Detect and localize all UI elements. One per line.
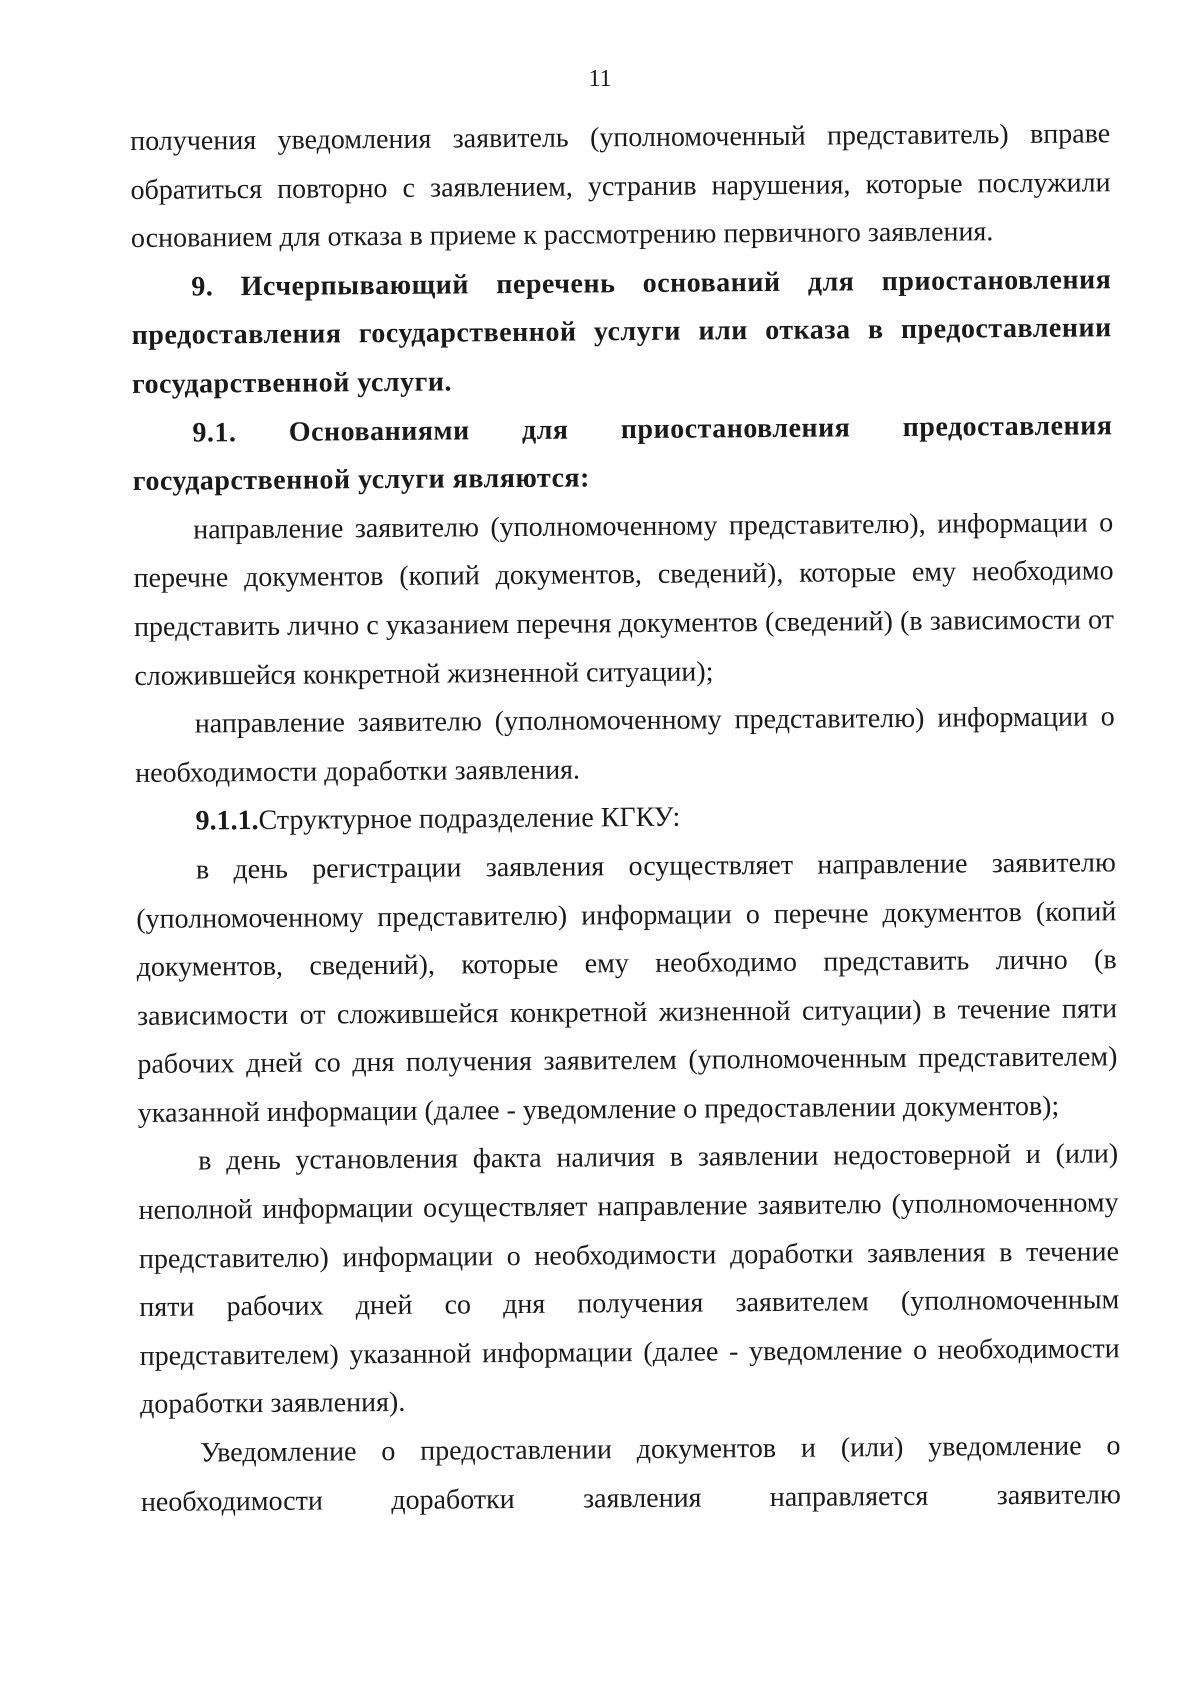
section-9-1-heading: 9.1. Основаниями для приостановления предоставления государственной услуги являются: bbox=[132, 409, 1113, 498]
section-9-heading: 9. Исчерпывающий перечень оснований для приостановления предоставления государственной услуги или отказа в предоставлении государственной услуги. bbox=[131, 264, 1112, 400]
paragraph-direction-documents: направление заявителю (уполномоченному представителю), информации о перечне документов (копий документов, сведений), которые ему необходимо представить лично с указанием перечня документов (сведений) (в зависимости от сложившейся конкретной жизненной ситуации); bbox=[133, 507, 1115, 692]
document-body bbox=[130, 110, 1121, 1527]
paragraph-continuation: получения уведомления заявитель (уполномоченный представитель) вправе обратиться повторно с заявлением, устранив нарушения, которые послужили основанием для отказа в приеме к рассмотрению первичного заявления. bbox=[130, 118, 1111, 255]
section-9-1-1-text: Структурное подразделение КГКУ: bbox=[258, 802, 681, 837]
page-number: 11 bbox=[588, 66, 612, 92]
section-9-1-1-number: 9.1.1. bbox=[195, 805, 259, 837]
paragraph-direction-revision: направление заявителю (уполномоченному представителю) информации о необходимости доработки заявления. bbox=[135, 701, 1115, 789]
section-9-1-1 bbox=[135, 791, 1115, 847]
paragraph-fact-establishment: в день установления факта наличия в заявлении недостоверной и (или) неполной информации осуществляет направление заявителю (уполномоченному представителю) информации о необходимости доработки заявления в течение пяти рабочих дней со дня получения заявителем (уполномоченным представителем) указанной информации (далее - уведомление о необходимости доработки заявления). bbox=[138, 1138, 1120, 1421]
paragraph-registration-day: в день регистрации заявления осуществляет направление заявителю (уполномоченному представителю) информации о перечне документов (копий документов, сведений), которые ему необходимо представить лично (в зависимости от сложившейся конкретной жизненной ситуации) в течение пяти рабочих дней со дня получения заявителем (уполномоченным представителем) указанной информации (далее - уведомление о предоставлении документов); bbox=[136, 847, 1118, 1129]
paragraph-notification: Уведомление о предоставлении документов и (или) уведомление о необходимости доработки заявления направляется заявителю bbox=[140, 1430, 1121, 1518]
